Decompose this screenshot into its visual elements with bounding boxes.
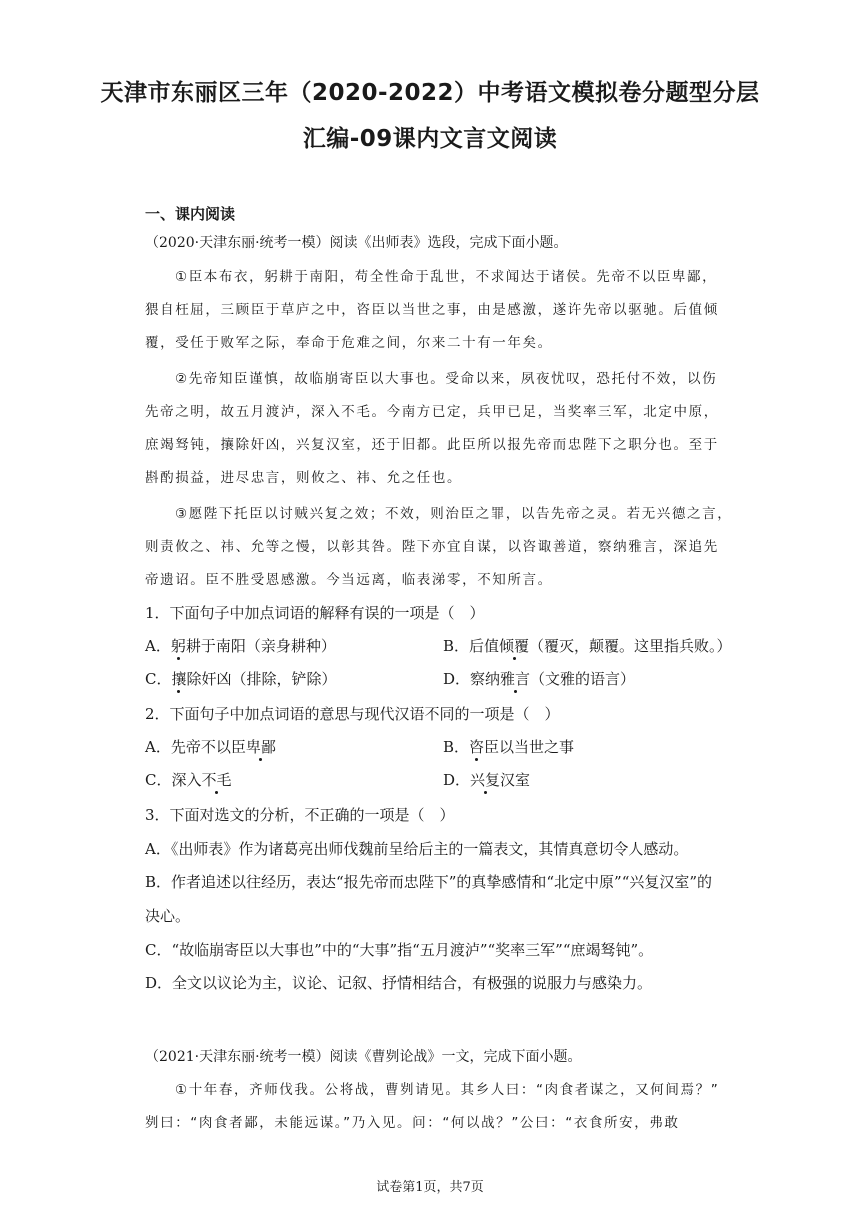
question-3-option-c[interactable]: C．“故临崩寄臣以大事也”中的“大事”指“五月渡泸”“奖率三军”“庶竭驽钝”。 — [145, 941, 654, 959]
option-text: 臣以当世之事 — [484, 738, 575, 756]
option-text: C． — [145, 670, 172, 688]
dotted-word: 躬 — [170, 637, 186, 655]
option-text: A．先帝不以臣 — [145, 738, 246, 756]
dotted-word: 雅言 — [500, 670, 531, 688]
option-text: 除奸凶（排除，铲除） — [186, 670, 337, 688]
passage-line: 则责攸之、祎、允等之慢，以彰其咎。陛下亦宜自谋，以咨诹善道，察纳雅言，深追先 — [145, 539, 719, 555]
question-3-option-b[interactable]: B．作者追述以往经历，表达“报先帝而忠陛下”的真挚感情和“北定中原”“兴复汉室”的 — [145, 873, 713, 891]
dotted-word: 倾覆 — [499, 637, 530, 655]
question-3-stem: 3．下面对选文的分析，不正确的一项是（ ） — [145, 806, 455, 824]
passage-source: （2021·天津东丽·统考一模）阅读《曹刿论战》一文，完成下面小题。 — [145, 1049, 582, 1065]
question-2-option-d[interactable] — [443, 769, 530, 790]
question-1-option-b[interactable] — [443, 635, 732, 656]
passage-source: （2020·天津东丽·统考一模）阅读《出师表》选段，完成下面小题。 — [145, 235, 568, 251]
passage-line: ③愿陛下托臣以讨贼兴复之效；不效，则治臣之罪，以告先帝之灵。若无兴德之言， — [175, 506, 733, 522]
passage-line: 覆，受任于败军之际，奉命于危难之间，尔来二十有一年矣。 — [145, 335, 553, 351]
option-text: D．察纳 — [443, 670, 501, 688]
document-title-line-2: 汇编-09课内文言文阅读 — [302, 126, 558, 152]
option-text: B．后值 — [443, 637, 500, 655]
option-text: 汉室 — [500, 771, 531, 789]
dotted-word: 不毛 — [201, 771, 232, 789]
passage-line: 斟酌损益，进尽忠言，则攸之、祎、允之任也。 — [145, 470, 463, 486]
dotted-word: 兴复 — [470, 771, 501, 789]
passage-line: 帝遗诏。臣不胜受恩感激。今当远离，临表涕零，不知所言。 — [145, 572, 553, 588]
option-text: A． — [145, 637, 171, 655]
question-1-option-c[interactable] — [145, 668, 337, 689]
question-3-option-a[interactable]: A．《出师表》作为诸葛亮出师伐魏前呈给后主的一篇表文，其情真意切令人感动。 — [145, 840, 689, 858]
passage-line: ①十年春，齐师伐我。公将战，曹刿请见。其乡人曰：“肉食者谋之，又何间焉？” — [175, 1082, 720, 1098]
document-title-line-1: 天津市东丽区三年（2020-2022）中考语文模拟卷分题型分层 — [100, 80, 760, 106]
passage-line: 先帝之明，故五月渡泸，深入不毛。今南方已定，兵甲已足，当奖率三军，北定中原， — [145, 404, 719, 420]
passage-line: ②先帝知臣谨慎，故临崩寄臣以大事也。受命以来，夙夜忧叹，恐托付不效，以伤 — [175, 371, 718, 387]
option-text: D． — [443, 771, 471, 789]
dotted-word: 咨 — [469, 738, 485, 756]
passage-line: 庶竭驽钝，攘除奸凶，兴复汉室，还于旧都。此臣所以报先帝而忠陛下之职分也。至于 — [145, 437, 719, 453]
option-text: B． — [443, 738, 470, 756]
option-text: C．深入 — [145, 771, 202, 789]
option-text: （覆灭，颠覆。这里指兵败。） — [529, 637, 732, 655]
question-3-option-d[interactable]: D．全文以议论为主，议论、记叙、抒情相结合，有极强的说服力与感染力。 — [145, 974, 653, 992]
page-footer: 试卷第1页，共7页 — [376, 1180, 484, 1195]
question-2-option-b[interactable] — [443, 736, 574, 757]
question-2-stem: 2．下面句子中加点词语的意思与现代汉语不同的一项是（ ） — [145, 705, 560, 723]
dotted-word: 攘 — [171, 670, 187, 688]
option-text: （文雅的语言） — [530, 670, 636, 688]
question-1-stem: 1．下面句子中加点词语的解释有误的一项是（ ） — [145, 604, 485, 622]
passage-line: 刿曰：“肉食者鄙，未能远谋。”乃入见。问：“何以战？”公曰：“衣食所安，弗敢 — [145, 1115, 680, 1131]
question-2-option-a[interactable] — [145, 736, 276, 757]
question-1-option-a[interactable] — [145, 635, 336, 656]
passage-line: 猥自枉屈，三顾臣于草庐之中，咨臣以当世之事，由是感激，遂许先帝以驱驰。后值倾 — [145, 302, 719, 318]
option-text: 耕于南阳（亲身耕种） — [185, 637, 336, 655]
question-2-option-c[interactable] — [145, 769, 232, 790]
passage-line: ①臣本布衣，躬耕于南阳，苟全性命于乱世，不求闻达于诸侯。先帝不以臣卑鄙， — [175, 269, 718, 285]
question-1-option-d[interactable] — [443, 668, 635, 689]
section-heading: 一、课内阅读 — [145, 205, 236, 223]
dotted-word: 卑鄙 — [245, 738, 276, 756]
question-3-option-b-continued: 决心。 — [145, 907, 191, 925]
